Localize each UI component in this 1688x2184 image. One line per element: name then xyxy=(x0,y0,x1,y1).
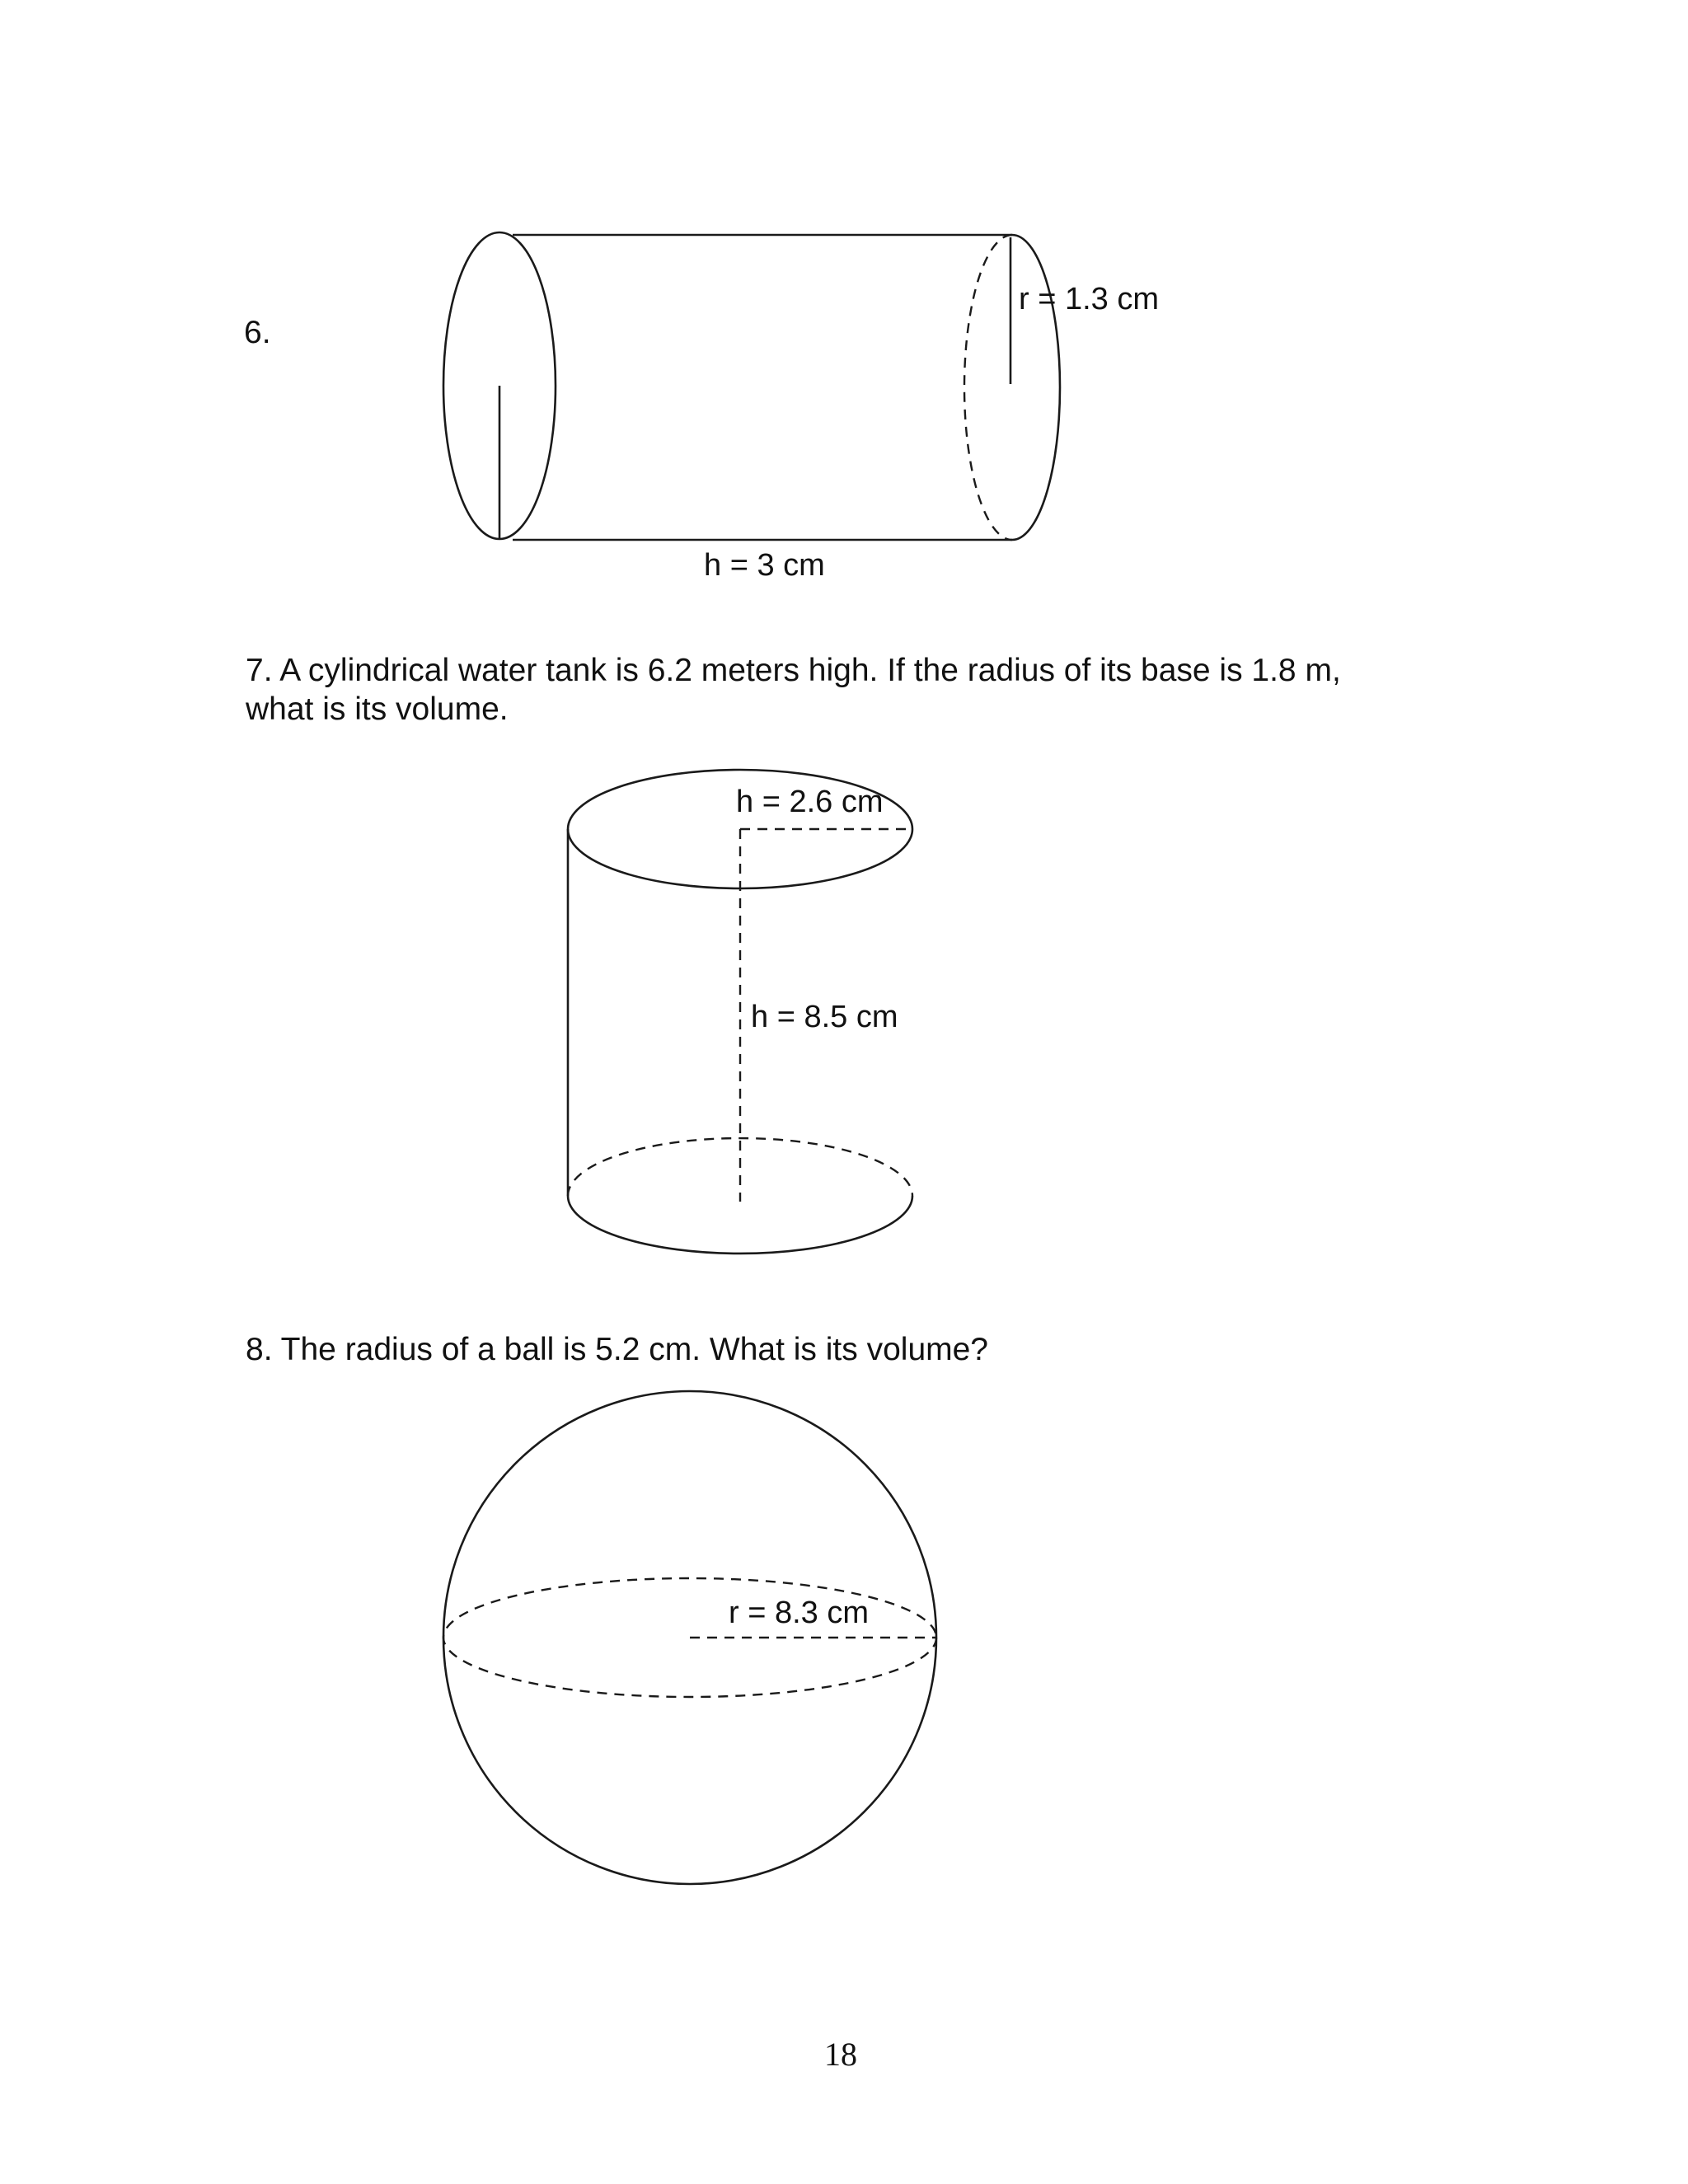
q7-line2: what is its volume. xyxy=(246,691,509,727)
q8-radius-label: r = 8.3 cm xyxy=(729,1596,869,1630)
q7-height-label: h = 8.5 cm xyxy=(751,1000,898,1034)
q6-number: 6. xyxy=(244,315,271,350)
q7-top-label: h = 2.6 cm xyxy=(736,785,884,819)
q6-height-label: h = 3 cm xyxy=(704,548,825,583)
q6-radius-label: r = 1.3 cm xyxy=(1019,282,1159,316)
q7-line1: 7. A cylindrical water tank is 6.2 meters high. If the radius of its base is 1.8 m, xyxy=(246,653,1341,688)
q8-question: 8. The radius of a ball is 5.2 cm. What is its volume? xyxy=(246,1332,988,1367)
page-number: 18 xyxy=(824,2036,857,2073)
